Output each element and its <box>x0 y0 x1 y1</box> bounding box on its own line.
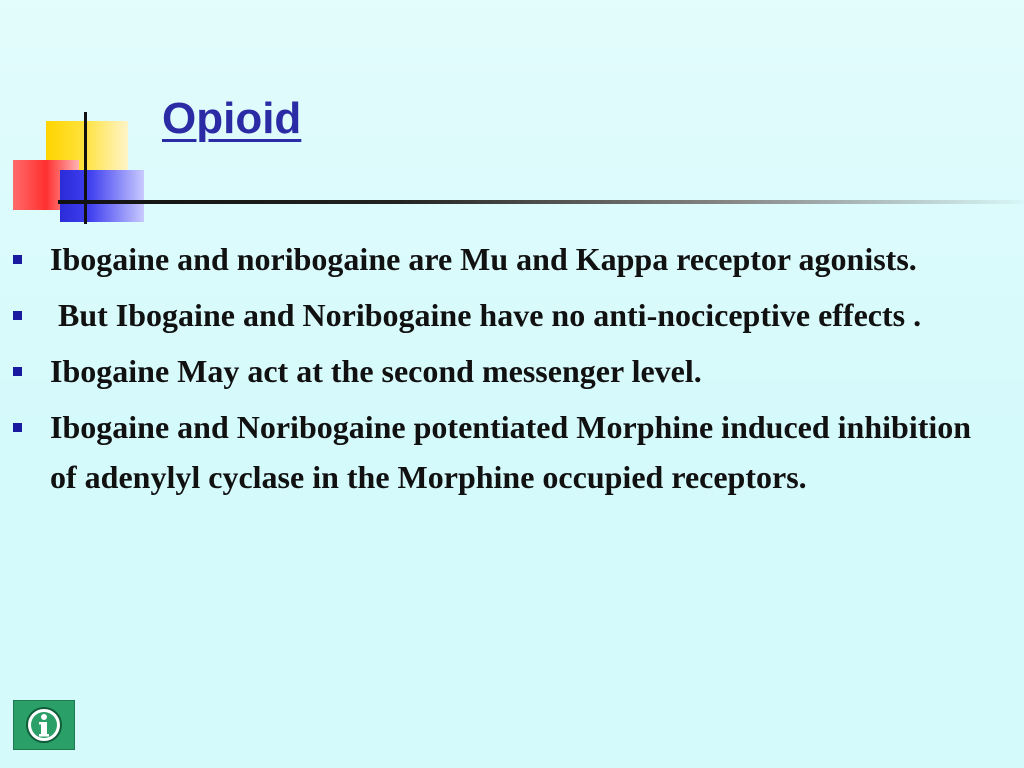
bullet-text: Ibogaine and Noribogaine potentiated Morphine induced inhibition of adenylyl cyclase in the Morphine occupied receptors. <box>50 409 972 495</box>
bullet-text: Ibogaine May act at the second messenger level. <box>50 353 702 389</box>
bullet-item <box>0 234 1000 284</box>
bullet-list <box>0 234 1000 508</box>
square-bullet-icon <box>13 367 22 376</box>
slide-title: Opioid <box>162 94 302 143</box>
bullet-text: Ibogaine and noribogaine are Mu and Kappa receptor agonists. <box>50 241 917 277</box>
decor-blue-square <box>60 170 144 222</box>
square-bullet-icon <box>13 423 22 432</box>
title-divider-line <box>58 200 1024 204</box>
bullet-item <box>0 402 1000 502</box>
bullet-item <box>0 290 1000 340</box>
bullet-text: But Ibogaine and Noribogaine have no anti-nociceptive effects . <box>50 297 922 333</box>
square-bullet-icon <box>13 255 22 264</box>
bullet-item <box>0 346 1000 396</box>
decor-vertical-line <box>84 112 87 224</box>
square-bullet-icon <box>13 311 22 320</box>
info-button[interactable] <box>13 700 75 750</box>
info-icon <box>24 705 64 745</box>
